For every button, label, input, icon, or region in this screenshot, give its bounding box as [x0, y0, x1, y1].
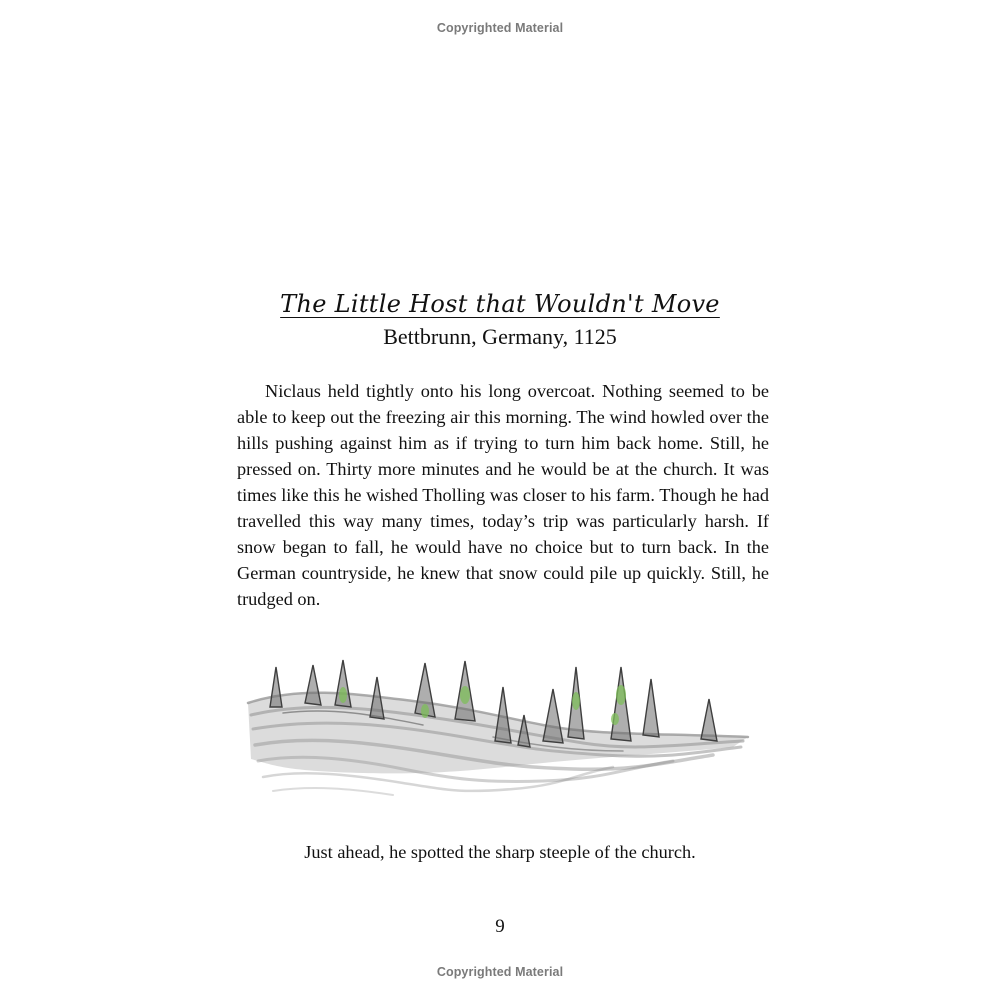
- body-paragraph: Niclaus held tightly onto his long overcoat. Nothing seemed to be able to keep out the freezing air this morning. The wind howled over the hills pushing against him as if trying to turn him back home. Still, he pressed on. Thirty more minutes and he would be at the church. It was times like this he wished Tholling was closer to his farm. Though he had travelled this way many times, today’s trip was particularly harsh. If snow began to fall, he would have no choice but to turn back. In the German countryside, he knew that snow could pile up quickly. Still, he trudged on.: [237, 381, 769, 609]
- copyright-watermark-bottom: Copyrighted Material: [436, 965, 564, 979]
- page-number: 9: [495, 916, 505, 937]
- copyright-watermark-top: Copyrighted Material: [436, 21, 564, 35]
- chapter-subtitle: Bettbrunn, Germany, 1125: [383, 324, 617, 349]
- chapter-title: The Little Host that Wouldn't Move: [280, 290, 720, 318]
- pine-trees-illustration: [243, 655, 753, 805]
- closing-sentence: Just ahead, he spotted the sharp steeple of the church.: [304, 842, 696, 862]
